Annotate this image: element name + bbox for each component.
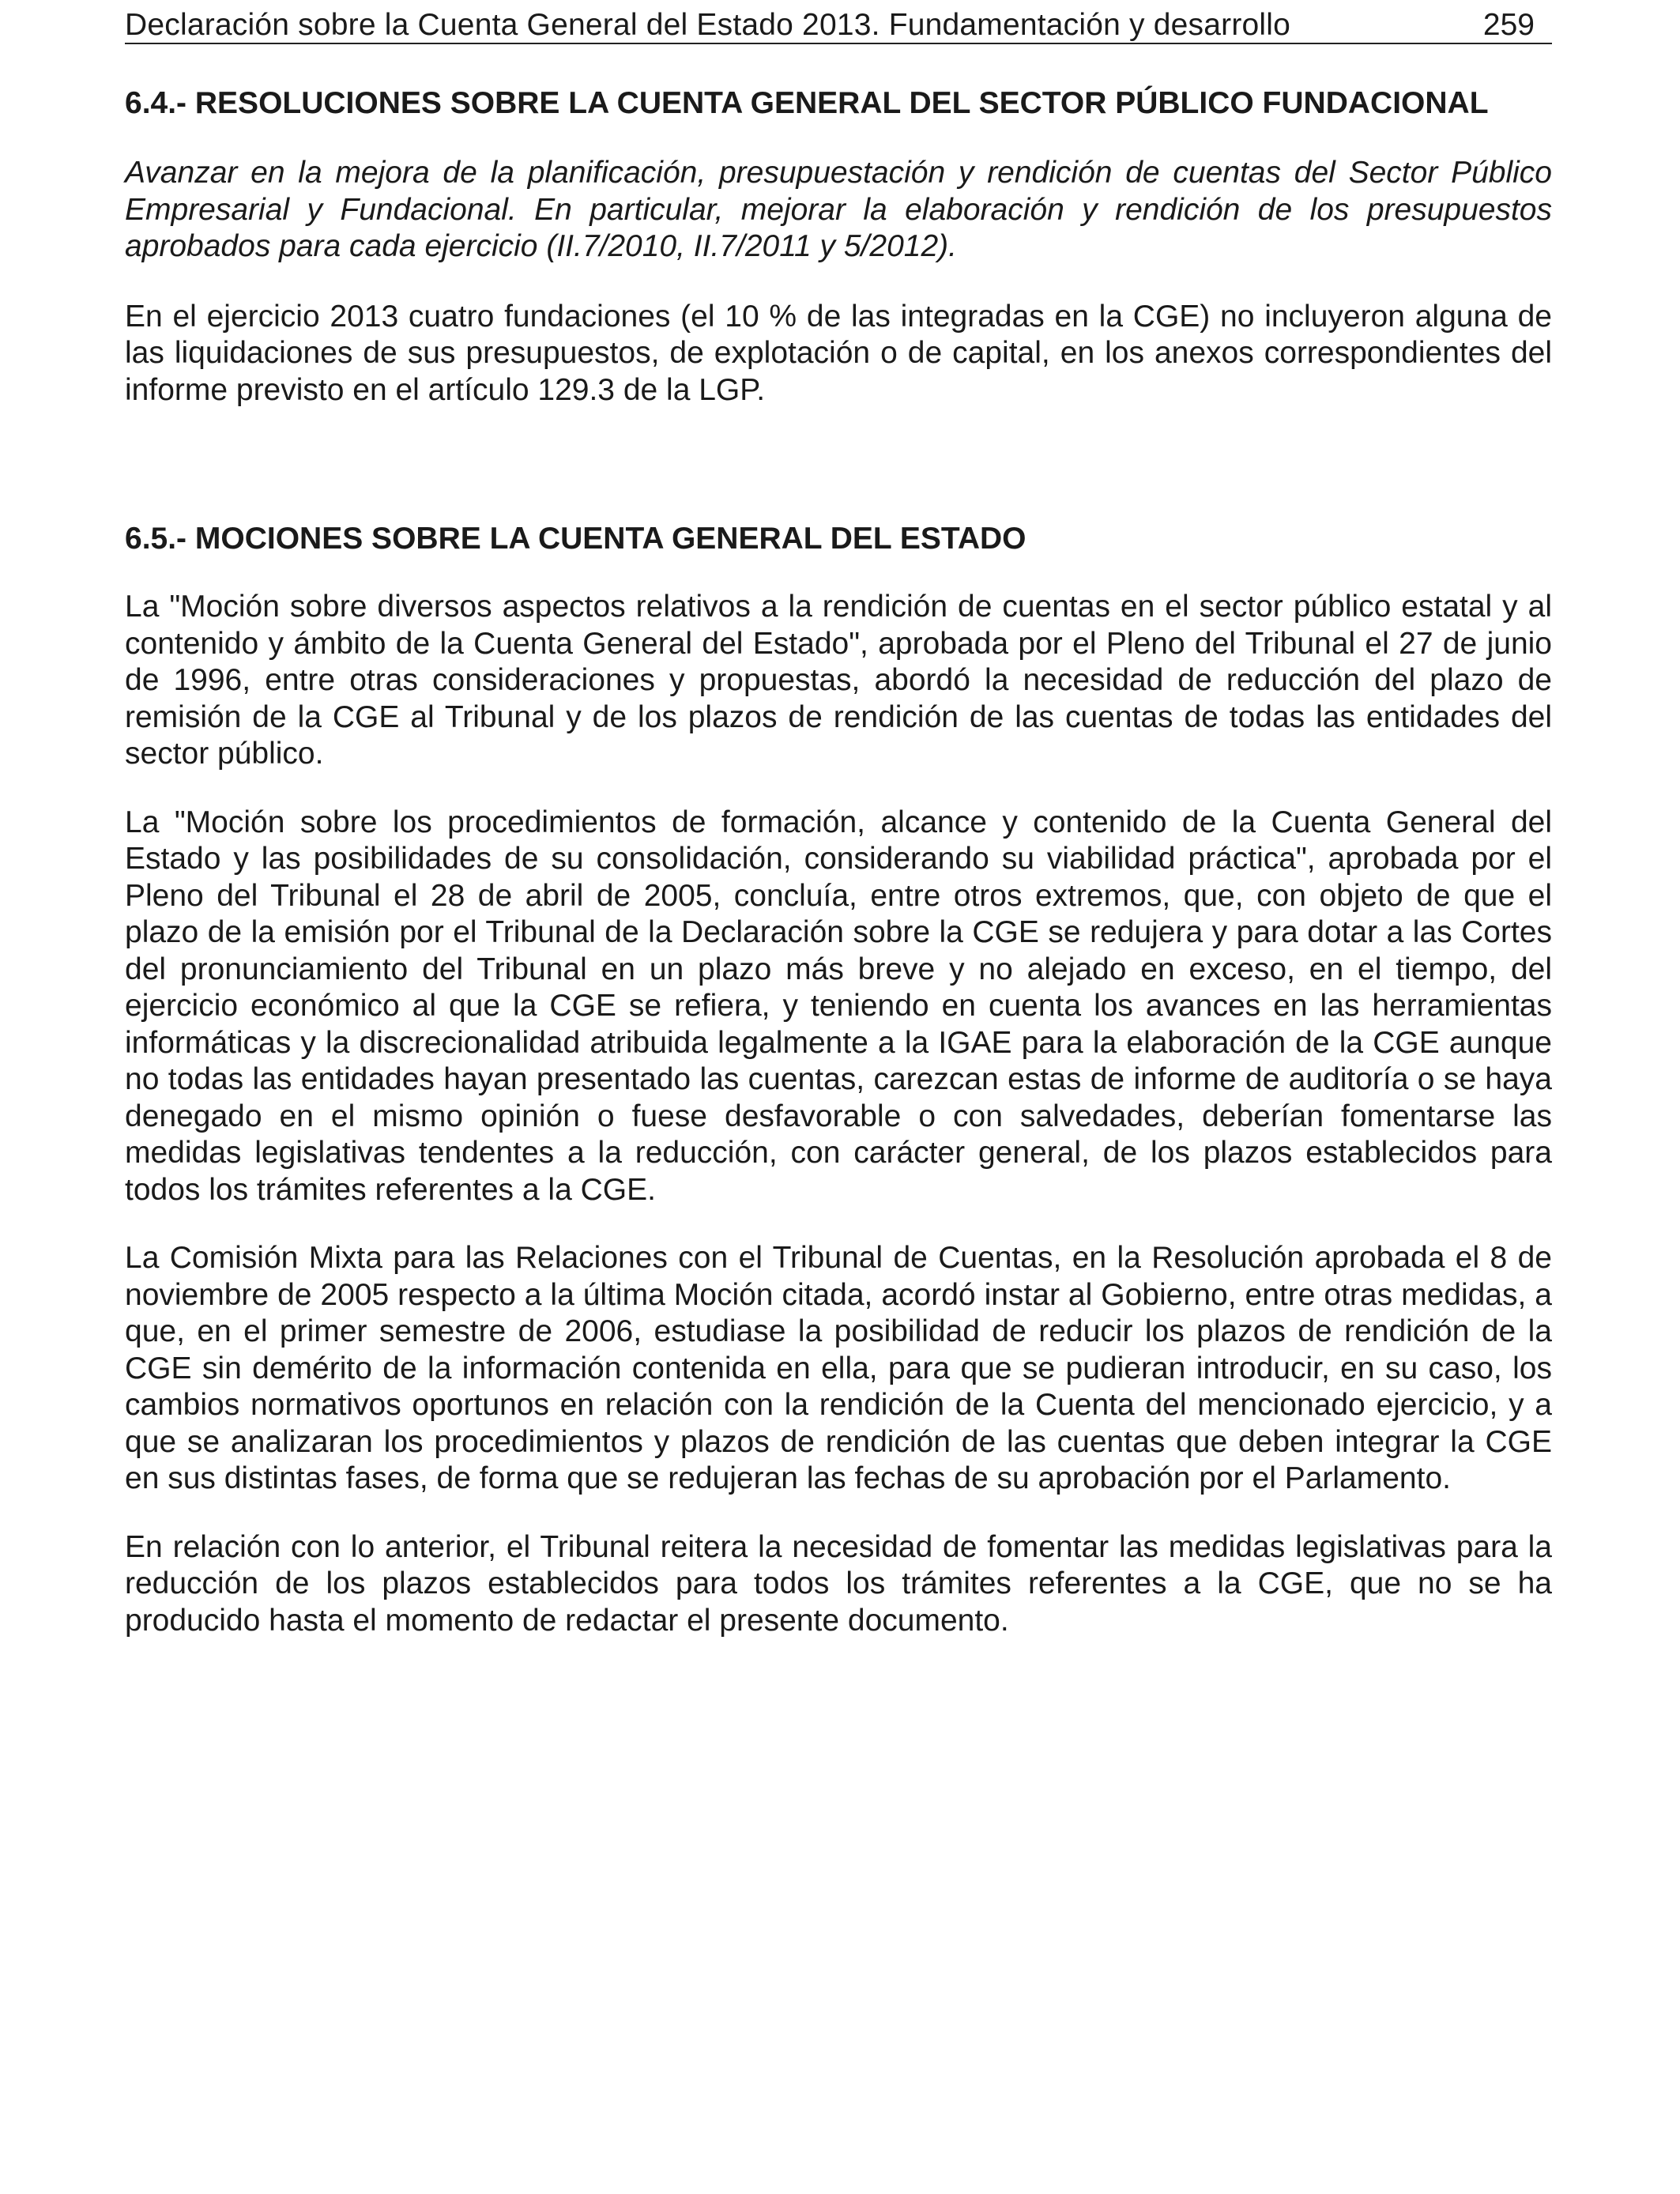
running-header — [125, 3, 1552, 44]
section-6-5-paragraph-1: La "Moción sobre diversos aspectos relativos a la rendición de cuentas en el sector público estatal y al contenido y ámbito de la Cuenta General del Estado", aprobada por el Pleno del Tribunal el 27 de junio de 1996, entre otras consideraciones y propuestas, abordó la necesidad de reducción del plazo de remisión de la CGE al Tribunal y de los plazos de rendición de las cuentas de todas las entidades del sector público. — [125, 590, 1552, 771]
document-body — [125, 85, 1552, 1639]
section-6-5-paragraph-4: En relación con lo anterior, el Tribunal reitera la necesidad de fomentar las medidas legislativas para la reducción de los plazos establecidos para todos los trámites referentes a la CGE, que no se ha producido hasta el momento de redactar el presente documento. — [125, 1529, 1552, 1638]
page-number: 259 — [1482, 8, 1535, 42]
section-6-5-paragraph-3: La Comisión Mixta para las Relaciones con el Tribunal de Cuentas, en la Resolución aprobada el 8 de noviembre de 2005 respecto a la última Moción citada, acordó instar al Gobierno, entre otras medidas, a que, en el primer semestre de 2006, estudiase la posibilidad de reducir los plazos de rendición de la CGE sin demérito de la información contenida en ella, para que se pudieran introducir, en su caso, los cambios normativos oportunos en relación con la rendición de la Cuenta del mencionado ejercicio, y a que se analizaran los procedimientos y plazos de rendición de las cuentas que deben integrar la CGE en sus distintas fases, de forma que se redujeran las fechas de su aprobación por el Parlamento. — [125, 1241, 1552, 1495]
section-6-4-paragraph: En el ejercicio 2013 cuatro fundaciones (el 10 % de las integradas en la CGE) no incluyeron alguna de las liquidaciones de sus presupuestos, de explotación o de capital, en los anexos correspondientes del informe previsto en el artículo 129.3 de la LGP. — [125, 299, 1552, 407]
header-title: Declaración sobre la Cuenta General del Estado 2013. Fundamentación y desarrollo — [125, 8, 1291, 42]
section-6-5-paragraph-2: La "Moción sobre los procedimientos de formación, alcance y contenido de la Cuenta General del Estado y las posibilidades de su consolidación, considerando su viabilidad práctica", aprobada por el Pleno del Tribunal el 28 de abril de 2005, concluía, entre otros extremos, que, con objeto de que el plazo de la emisión por el Tribunal de la Declaración sobre la CGE se redujera y para dotar a las Cortes del pronunciamiento del Tribunal en un plazo más breve y no alejado en exceso, en el tiempo, del ejercicio económico al que la CGE se refiera, y teniendo en cuenta los avances en las herramientas informáticas y la discrecionalidad atribuida legalmente a la IGAE para la elaboración de la CGE aunque no todas las entidades hayan presentado las cuentas, carezcan estas de informe de auditoría o se haya denegado en el mismo opinión o fuese desfavorable o con salvedades, deberían fomentarse las medidas legislativas tendentes a la reducción, con carácter general, de los plazos establecidos para todos los trámites referentes a la CGE. — [125, 805, 1552, 1207]
section-6-4-heading: 6.4.- RESOLUCIONES SOBRE LA CUENTA GENERAL DEL SECTOR PÚBLICO FUNDACIONAL — [125, 86, 1489, 120]
section-6-4-resolution-text: Avanzar en la mejora de la planificación, presupuestación y rendición de cuentas del Sector Público Empresarial y Fundacional. En particular, mejorar la elaboración y rendición de los presupuestos aprobados para cada ejercicio (II.7/2010, II.7/2011 y 5/2012). — [125, 156, 1552, 263]
section-6-5-heading: 6.5.- MOCIONES SOBRE LA CUENTA GENERAL DEL ESTADO — [125, 522, 1026, 556]
